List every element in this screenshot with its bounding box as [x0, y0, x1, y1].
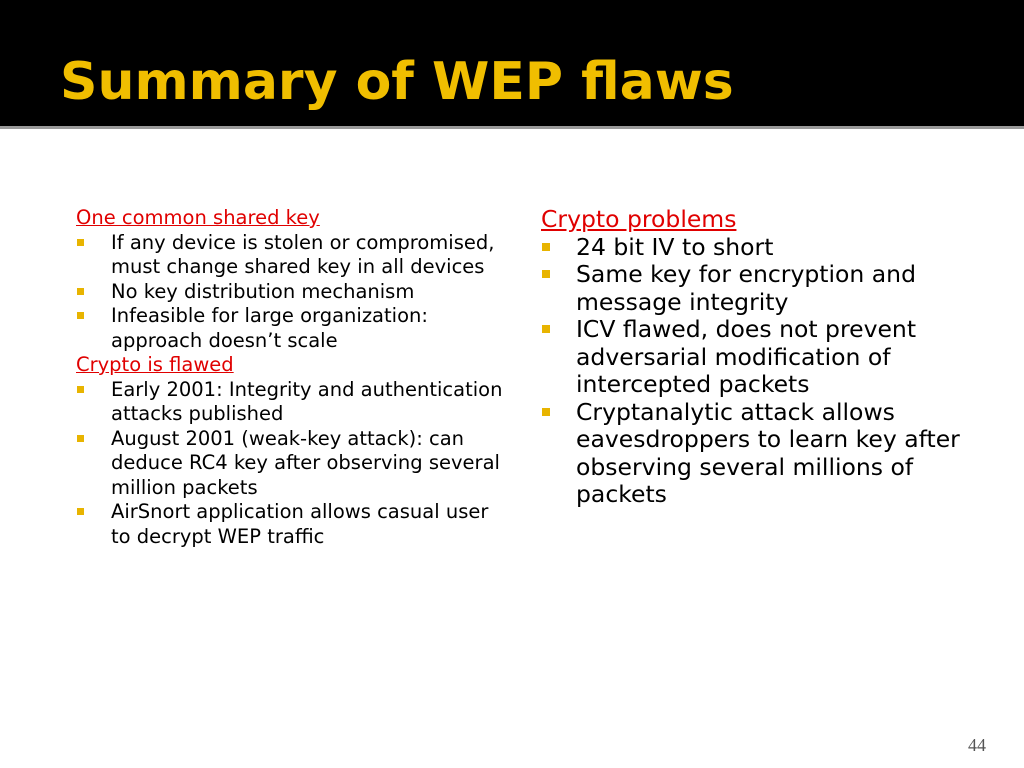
section-heading-shared-key: One common shared key — [76, 206, 320, 229]
shared-key-list — [76, 231, 506, 354]
square-bullet-icon — [542, 325, 550, 333]
square-bullet-icon — [77, 312, 84, 319]
list-item: Cryptanalytic attack allows eavesdroppers to learn key after observing several millions of packets — [541, 399, 981, 509]
crypto-flawed-list — [76, 378, 506, 550]
left-column — [76, 206, 506, 549]
list-item: If any device is stolen or compromised, must change shared key in all devices — [76, 231, 506, 280]
square-bullet-icon — [77, 288, 84, 295]
square-bullet-icon — [77, 435, 84, 442]
section-heading-crypto-problems: Crypto problems — [541, 205, 737, 233]
list-item: Same key for encryption and message integrity — [541, 261, 981, 316]
crypto-problems-list — [541, 234, 981, 509]
list-item: AirSnort application allows casual user to decrypt WEP traffic — [76, 500, 506, 549]
right-column — [541, 206, 981, 509]
list-item: 24 bit IV to short — [541, 234, 981, 262]
slide-title: Summary of WEP flaws — [60, 52, 734, 112]
page-number: 44 — [968, 735, 986, 755]
square-bullet-icon — [542, 243, 550, 251]
list-item: ICV flawed, does not prevent adversarial modification of intercepted packets — [541, 316, 981, 399]
square-bullet-icon — [542, 408, 550, 416]
list-item: No key distribution mechanism — [76, 280, 506, 305]
square-bullet-icon — [77, 508, 84, 515]
square-bullet-icon — [77, 239, 84, 246]
square-bullet-icon — [77, 386, 84, 393]
list-item: Infeasible for large organization: approach doesn’t scale — [76, 304, 506, 353]
list-item: August 2001 (weak-key attack): can deduce RC4 key after observing several million packets — [76, 427, 506, 501]
square-bullet-icon — [542, 270, 550, 278]
section-heading-crypto-flawed: Crypto is flawed — [76, 353, 234, 376]
title-divider — [0, 126, 1024, 129]
list-item: Early 2001: Integrity and authentication attacks published — [76, 378, 506, 427]
